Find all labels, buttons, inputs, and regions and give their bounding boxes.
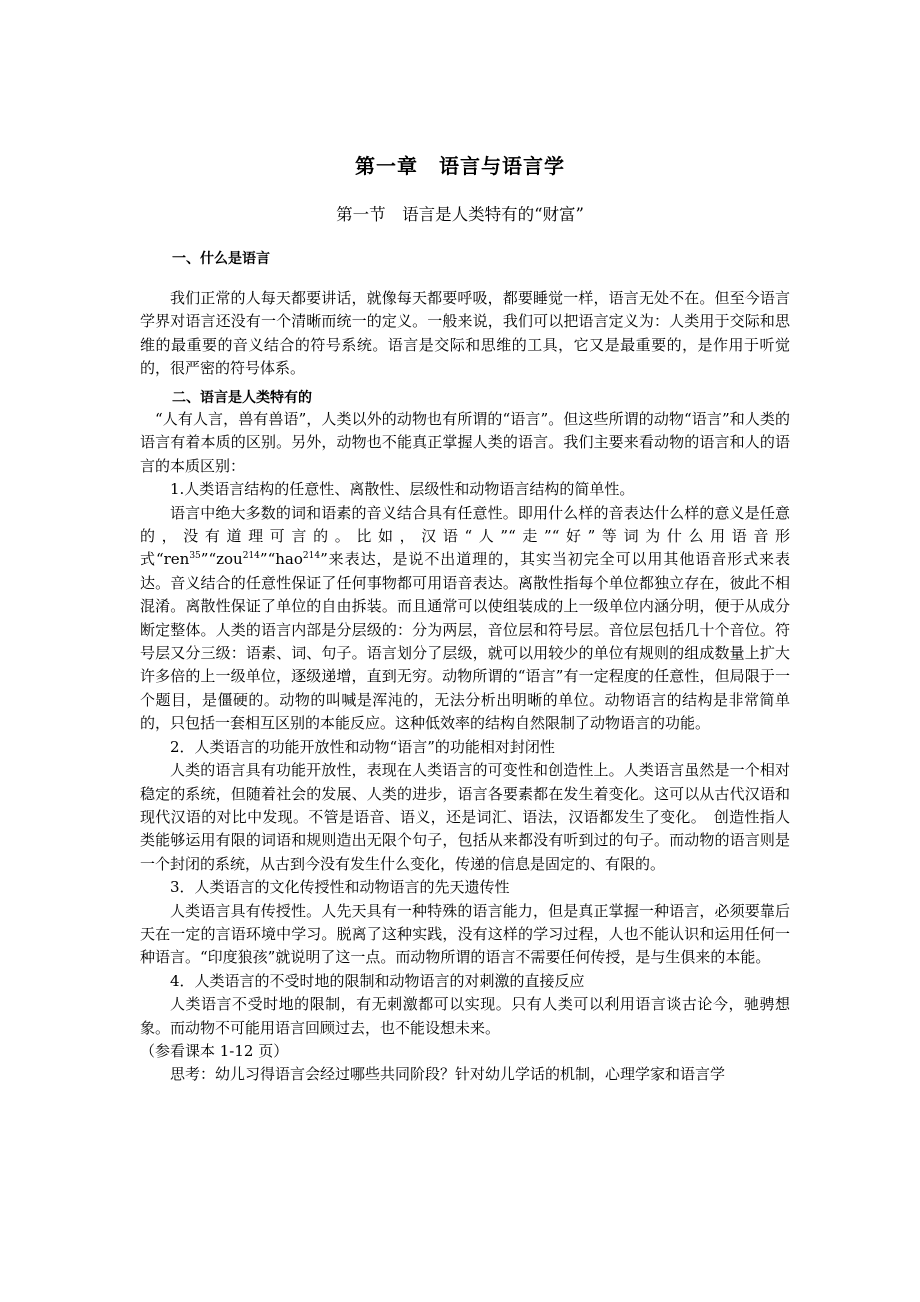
definition-block	[140, 287, 790, 381]
point-1-text-b: ”“zou	[200, 550, 243, 569]
point-1-text-a: 语言中绝大多数的词和语素的音义结合具有任意性。即用什么样的音表达什么样的意义是任意的，没有道理可言的。比如，汉语“人”“走”“好”等词为什么用语音形式“ren	[140, 503, 790, 569]
heading-language-unique-to-humans: 二、语言是人类特有的	[172, 390, 312, 406]
point-1-title: 1.人类语言结构的任意性、离散性、层级性和动物语言结构的简单性。	[170, 480, 635, 499]
tone-mark-ren: 35	[189, 551, 201, 562]
tone-mark-zou: 214	[242, 551, 260, 562]
point-2-body: 人类的语言具有功能开放性，表现在人类语言的可变性和创造性上。人类语言虽然是一个相对稳定的系统，但随着社会的发展、人类的进步，语言各要素都在发生着变化。这可以从古代汉语和现代汉语的对比中发现。不管是语音、语义，还是词汇、语法，汉语都发生了变化。 创造性指人类能够运用有限的词语和规则造出无限个句子，包括从来都没有听到过的句子。而动物的语言则是一个封闭的系统，从古到今没有发生什么变化，传递的信息是固定的、有限的。	[140, 761, 790, 873]
point-3-title: 3．人类语言的文化传授性和动物语言的先天遗传性	[170, 878, 510, 897]
main-body-block	[140, 408, 790, 1087]
point-1-text-c: ”“hao	[259, 550, 303, 569]
point-4-title: 4．人类语言的不受时地的限制和动物语言的对刺激的直接反应	[170, 971, 585, 990]
point-3-body: 人类语言具有传授性。人先天具有一种特殊的语言能力，但是真正掌握一种语言，必须要靠后天在一定的言语环境中学习。脱离了这种实践，没有这样的学习过程，人也不能认识和运用任何一种语言。“印度狼孩”就说明了这一点。而动物所谓的语言不需要任何传授，是与生俱来的本能。	[140, 901, 790, 967]
paragraph-definition: 我们正常的人每天都要讲话，就像每天都要呼吸，都要睡觉一样，语言无处不在。但至今语言学界对语言还没有一个清晰而统一的定义。一般来说，我们可以把语言定义为：人类用于交际和思维的最重要的音义结合的符号系统。语言是交际和思维的工具，它又是最重要的，是作用于听觉的，很严密的符号体系。	[140, 289, 790, 378]
point-4-body: 人类语言不受时地的限制，有无刺激都可以实现。只有人类可以利用语言谈古论今，驰骋想象。而动物不可能用语言回顾过去，也不能设想未来。	[140, 995, 790, 1037]
chapter-title: 第一章 语言与语言学	[355, 154, 565, 178]
point-2-title: 2．人类语言的功能开放性和动物“语言”的功能相对封闭性	[170, 737, 555, 756]
section-title: 第一节 语言是人类特有的“财富”	[336, 205, 584, 224]
point-1-body	[140, 502, 790, 736]
thinking-question: 思考：幼儿习得语言会经过哪些共同阶段？针对幼儿学话的机制，心理学家和语言学	[170, 1065, 726, 1084]
paragraph-intro: “人有人言，兽有兽语”，人类以外的动物也有所谓的“语言”。但这些所谓的动物“语言”和人类的语言有着本质的区别。另外，动物也不能真正掌握人类的语言。我们主要来看动物的语言和人的语言的本质区别：	[140, 410, 790, 475]
reference-note: （参看课本 1-12 页）	[140, 1041, 289, 1060]
heading-what-is-language: 一、什么是语言	[172, 251, 270, 267]
point-1-text-d: ”来表达，是说不出道理的，其实当初完全可以用其他语音形式来表达。音义结合的任意性保证了任何事物都可用语音表达。离散性指每个单位都独立存在，彼此不相混淆。离散性保证了单位的自由拆装。而且通常可以使组装成的上一级单位内涵分明，便于从成分断定整体。人类的语言内部是分层级的：分为两层，音位层和符号层。音位层包括几十个音位。符号层又分三级：语素、词、句子。语言划分了层级，就可以用较少的单位有规则的组成数量上扩大许多倍的上一级单位，逐级递增，直到无穷。动物所谓的“语言”有一定程度的任意性，但局限于一个题目，是僵硬的。动物的叫喊是浑沌的，无法分析出明晰的单位。动物语言的结构是非常简单的，只包括一套相互区别的本能反应。这种低效率的结构自然限制了动物语言的功能。	[140, 550, 790, 733]
tone-mark-hao: 214	[302, 551, 321, 562]
